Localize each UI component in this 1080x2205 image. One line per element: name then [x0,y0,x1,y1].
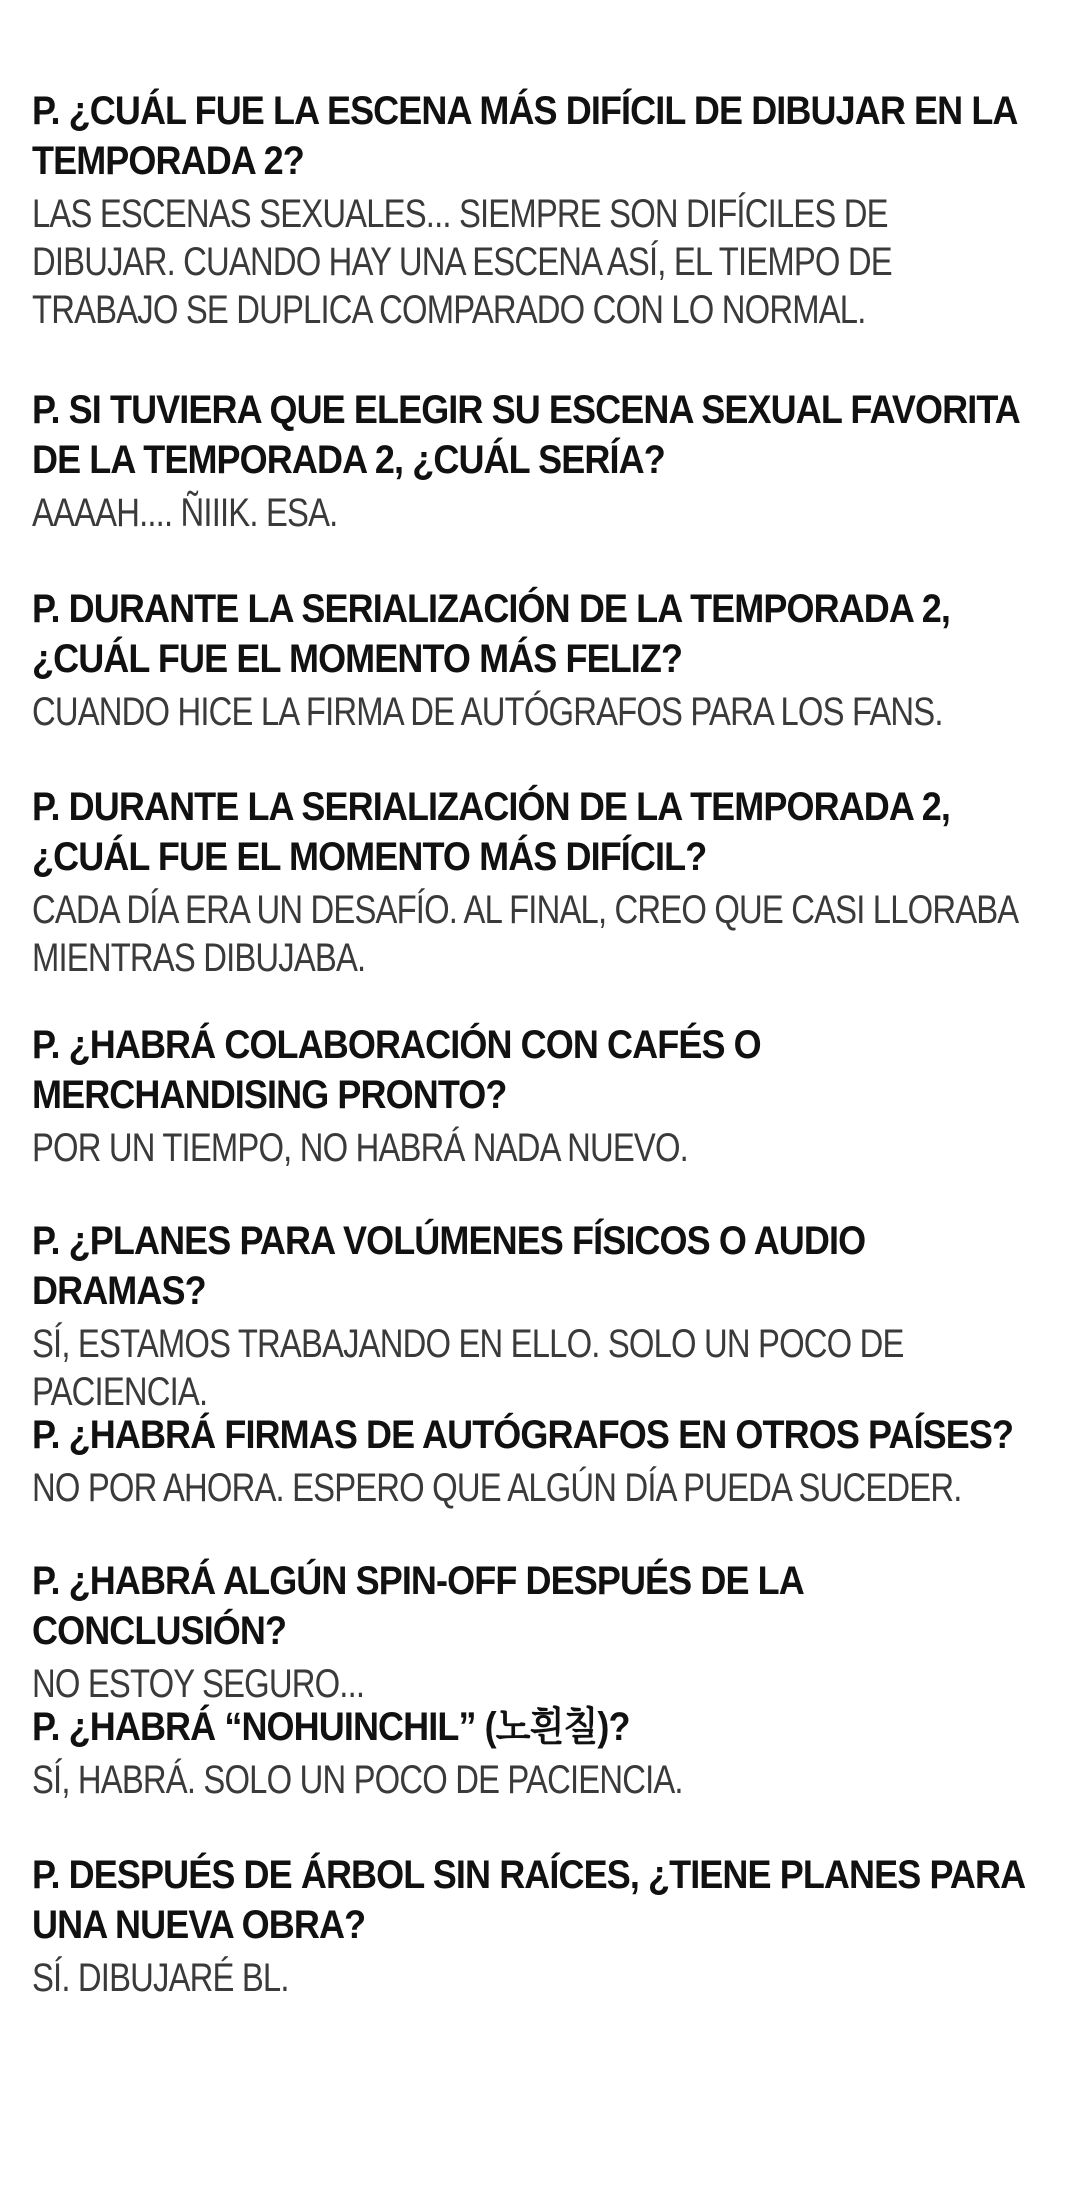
qa-item-7 [32,1410,1032,1512]
question-2: P. SI TUVIERA QUE ELEGIR SU ESCENA SEXUAL FAVORITA DE LA TEMPORADA 2, ¿CUÁL SERÍA? [32,388,1019,482]
question-8: P. ¿HABRÁ ALGÚN SPIN-OFF DESPUÉS DE LA CONCLUSIÓN? [32,1559,803,1653]
qa-item-4 [32,782,1032,982]
qa-item-2 [32,385,1032,537]
qa-item-9 [32,1702,1032,1804]
qa-item-3 [32,584,1032,736]
answer-7: NO POR AHORA. ESPERO QUE ALGÚN DÍA PUEDA SUCEDER. [32,1466,962,1510]
answer-4: CADA DÍA ERA UN DESAFÍO. AL FINAL, CREO QUE CASI LLORABA MIENTRAS DIBUJABA. [32,888,1017,980]
question-6: P. ¿PLANES PARA VOLÚMENES FÍSICOS O AUDIO DRAMAS? [32,1219,866,1313]
question-7: P. ¿HABRÁ FIRMAS DE AUTÓGRAFOS EN OTROS PAÍSES? [32,1413,1014,1457]
answer-9: SÍ, HABRÁ. SOLO UN POCO DE PACIENCIA. [32,1758,683,1802]
answer-10: SÍ. DIBUJARÉ BL. [32,1956,289,2000]
answer-5: POR UN TIEMPO, NO HABRÁ NADA NUEVO. [32,1126,688,1170]
question-3: P. DURANTE LA SERIALIZACIÓN DE LA TEMPORADA 2, ¿CUÁL FUE EL MOMENTO MÁS FELIZ? [32,587,950,681]
qa-item-5 [32,1020,1032,1172]
question-5: P. ¿HABRÁ COLABORACIÓN CON CAFÉS O MERCHANDISING PRONTO? [32,1023,761,1117]
question-9: P. ¿HABRÁ “NOHUINCHIL” (노흰칠)? [32,1705,630,1749]
answer-2: AAAAH.... ÑIIIK. ESA. [32,491,338,535]
qa-item-6 [32,1216,1032,1416]
answer-3: CUANDO HICE LA FIRMA DE AUTÓGRAFOS PARA LOS FANS. [32,690,943,734]
question-4: P. DURANTE LA SERIALIZACIÓN DE LA TEMPORADA 2, ¿CUÁL FUE EL MOMENTO MÁS DIFÍCIL? [32,785,950,879]
qa-item-10 [32,1850,1032,2002]
answer-1: LAS ESCENAS SEXUALES... SIEMPRE SON DIFÍCILES DE DIBUJAR. CUANDO HAY UNA ESCENA ASÍ, EL TIEMPO DE TRABAJO SE DUPLICA COMPARADO CON LO NORMAL. [32,192,892,332]
answer-8: NO ESTOY SEGURO... [32,1662,365,1706]
answer-6: SÍ, ESTAMOS TRABAJANDO EN ELLO. SOLO UN POCO DE PACIENCIA. [32,1322,904,1414]
qa-item-1 [32,86,1032,334]
qa-item-8 [32,1556,1032,1708]
question-10: P. DESPUÉS DE ÁRBOL SIN RAÍCES, ¿TIENE PLANES PARA UNA NUEVA OBRA? [32,1853,1024,1947]
question-1: P. ¿CUÁL FUE LA ESCENA MÁS DIFÍCIL DE DIBUJAR EN LA TEMPORADA 2? [32,89,1017,183]
